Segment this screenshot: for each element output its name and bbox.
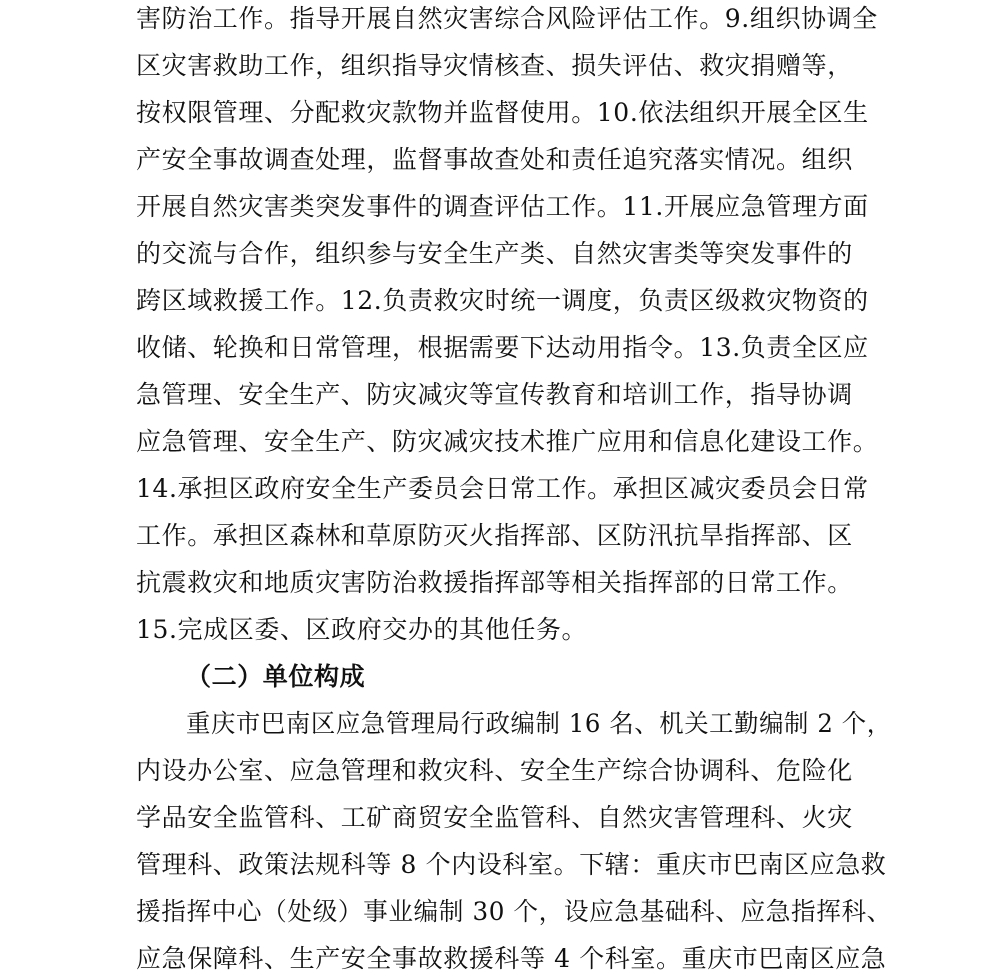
paragraph-line: 开展自然灾害类突发事件的调查评估工作。11.开展应急管理方面	[136, 192, 869, 221]
paragraph-line: 害防治工作。指导开展自然灾害综合风险评估工作。9.组织协调全	[136, 4, 878, 33]
paragraph-line: 跨区域救援工作。12.负责救灾时统一调度，负责区级救灾物资的	[136, 286, 869, 315]
paragraph-line: 14.承担区政府安全生产委员会日常工作。承担区减灾委员会日常	[136, 474, 869, 503]
paragraph-line: 工作。承担区森林和草原防灭火指挥部、区防汛抗旱指挥部、区	[136, 521, 853, 550]
paragraph-line: 抗震救灾和地质灾害防治救援指挥部等相关指挥部的日常工作。	[136, 568, 853, 597]
paragraph-line: 重庆市巴南区应急管理局行政编制 16 名、机关工勤编制 2 个，	[186, 709, 892, 738]
paragraph-line: 收储、轮换和日常管理，根据需要下达动用指令。13.负责全区应	[136, 333, 869, 362]
section-heading: （二）单位构成	[186, 662, 366, 691]
paragraph-line: 应急保障科、生产安全事故救援科等 4 个科室。重庆市巴南区应急	[136, 944, 887, 973]
paragraph-line: 应急管理、安全生产、防灾减灾技术推广应用和信息化建设工作。	[136, 427, 879, 456]
paragraph-line: 15.完成区委、区政府交办的其他任务。	[136, 615, 588, 644]
paragraph-line: 管理科、政策法规科等 8 个内设科室。下辖：重庆市巴南区应急救	[136, 850, 887, 879]
paragraph-line: 产安全事故调查处理，监督事故查处和责任追究落实情况。组织	[136, 145, 853, 174]
paragraph-line: 的交流与合作，组织参与安全生产类、自然灾害类等突发事件的	[136, 239, 853, 268]
paragraph-line: 区灾害救助工作，组织指导灾情核查、损失评估、救灾捐赠等，	[136, 51, 853, 80]
paragraph-line: 内设办公室、应急管理和救灾科、安全生产综合协调科、危险化	[136, 756, 853, 785]
paragraph-line: 学品安全监管科、工矿商贸安全监管科、自然灾害管理科、火灾	[136, 803, 853, 832]
paragraph-line: 援指挥中心（处级）事业编制 30 个，设应急基础科、应急指挥科、	[136, 897, 892, 926]
paragraph-line: 按权限管理、分配救灾款物并监督使用。10.依法组织开展全区生	[136, 98, 869, 127]
paragraph-line: 急管理、安全生产、防灾减灾等宣传教育和培训工作，指导协调	[136, 380, 853, 409]
